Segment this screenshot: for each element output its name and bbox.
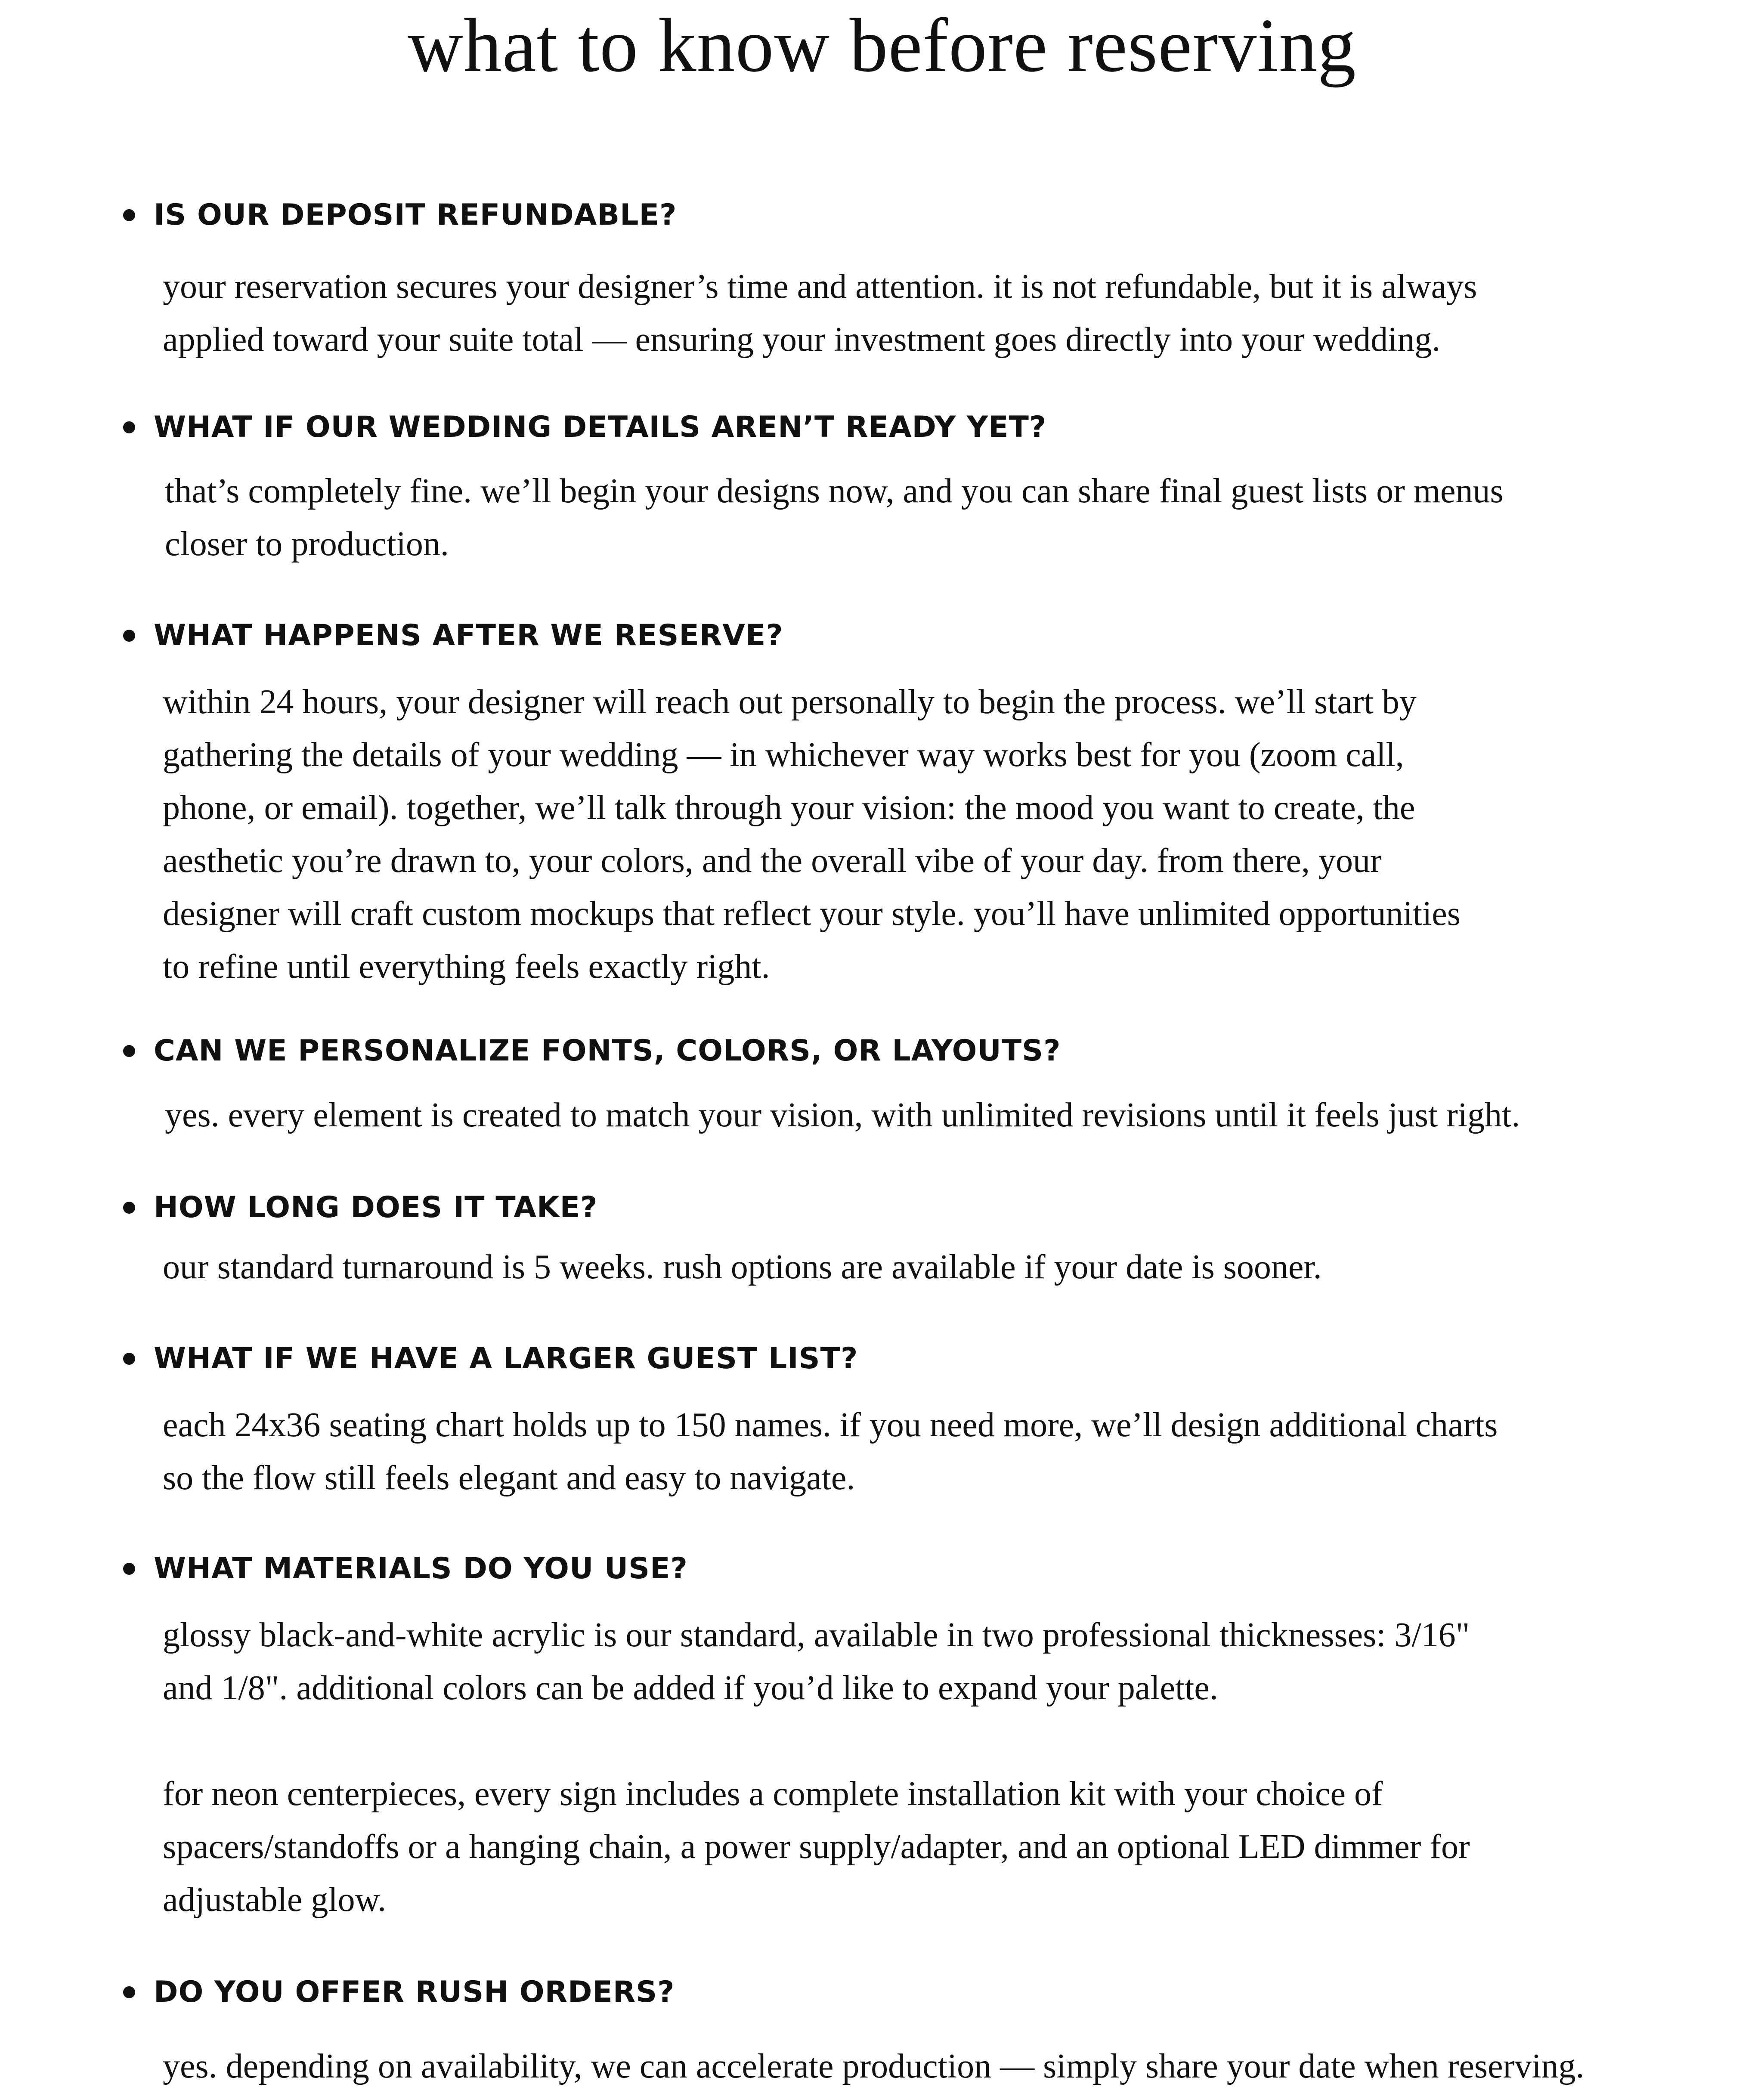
- faq-answer: that’s completely fine. we’ll begin your designs now, and you can share final guest lists or menus closer to production.: [165, 472, 1504, 563]
- page-title: what to know before reserving: [408, 3, 1356, 88]
- bullet-icon: [123, 209, 135, 221]
- bullet-icon: [123, 421, 135, 433]
- faq-question: DO YOU OFFER RUSH ORDERS?: [154, 1975, 675, 2009]
- faq-answer: glossy black-and-white acrylic is our standard, available in two professional thicknesses: 3/16" and 1/8". additional colors can be added if you’d like to expand your palette. for neon centerpieces, every sign includes a complete installation kit with your choice of spacers/standoffs or a hanging chain, a power supply/adapter, and an optional LED dimmer for adjustable glow.: [163, 1616, 1470, 1919]
- faq-question: WHAT HAPPENS AFTER WE RESERVE?: [154, 618, 783, 652]
- faq-question: CAN WE PERSONALIZE FONTS, COLORS, OR LAYOUTS?: [154, 1034, 1061, 1068]
- bullet-icon: [123, 630, 135, 642]
- bullet-icon: [123, 1563, 135, 1575]
- faq-answer: within 24 hours, your designer will reach out personally to begin the process. we’ll start by gathering the details of your wedding — in whichever way works best for you (zoom call, phone, or email). together, we’ll talk through your vision: the mood you want to create, the aesthetic you’re drawn to, your colors, and the overall vibe of your day. from there, your designer will craft custom mockups that reflect your style. you’ll have unlimited opportunities to refine until everything feels exactly right.: [163, 683, 1461, 986]
- faq-answer: our standard turnaround is 5 weeks. rush options are available if your date is sooner.: [163, 1248, 1322, 1286]
- bullet-icon: [123, 1045, 135, 1057]
- bullet-icon: [123, 1986, 135, 1998]
- faq-question: WHAT IF WE HAVE A LARGER GUEST LIST?: [154, 1342, 858, 1376]
- faq-answer: yes. depending on availability, we can accelerate production — simply share your date when reserving.: [163, 2047, 1585, 2085]
- faq-question: WHAT MATERIALS DO YOU USE?: [154, 1552, 688, 1586]
- faq-answer: each 24x36 seating chart holds up to 150 names. if you need more, we’ll design additional charts so the flow still feels elegant and easy to navigate.: [163, 1406, 1498, 1497]
- faq-question: WHAT IF OUR WEDDING DETAILS AREN’T READY YET?: [154, 410, 1047, 444]
- bullet-icon: [123, 1353, 135, 1365]
- bullet-icon: [123, 1202, 135, 1214]
- faq-answer: yes. every element is created to match your vision, with unlimited revisions until it feels just right.: [165, 1096, 1520, 1134]
- faq-question: HOW LONG DOES IT TAKE?: [154, 1190, 598, 1224]
- faq-question: IS OUR DEPOSIT REFUNDABLE?: [154, 198, 677, 232]
- faq-answer: your reservation secures your designer’s time and attention. it is not refundable, but it is always applied toward your suite total — ensuring your investment goes directly into your wedding.: [163, 268, 1477, 359]
